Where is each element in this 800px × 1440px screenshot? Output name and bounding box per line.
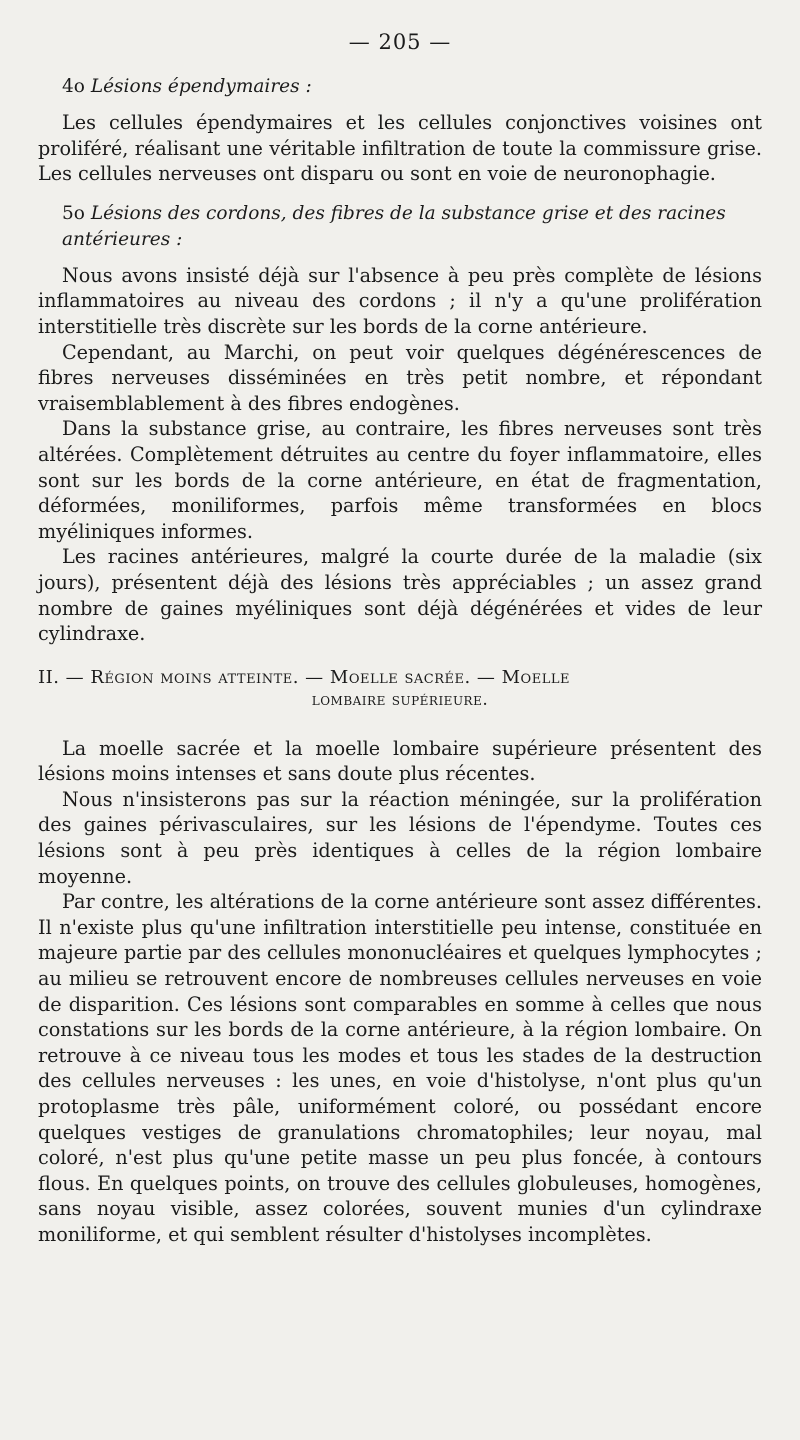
subsection-number: 4o bbox=[62, 76, 85, 97]
page-number: — 205 — bbox=[348, 30, 452, 54]
subsection-heading-5 bbox=[38, 201, 762, 253]
paragraph: Par contre, les altérations de la corne antérieure sont assez différentes. Il n'existe plus qu'une infiltration interstitielle peu intense, constituée en majeure partie par des cellules mononucléaires et quelques lymphocytes ; au milieu se retrouvent encore de nombreuses cellules nerveuses en voie de disparition. Ces lésions sont comparables en somme à celles que nous constations sur les bords de la corne antérieure, à la région lombaire. On retrouve à ce niveau tous les modes et tous les stades de la destruction des cellules nerveuses : les unes, en voie d'histolyse, n'ont plus qu'un protoplasme très pâle, uniformément coloré, ou possédant encore quelques vestiges de granulations chromatophiles; leur noyau, mal coloré, n'est plus qu'une petite masse un peu plus foncée, à contours flous. En quelques points, on trouve des cellules globuleuses, homogènes, sans noyau visible, assez colorées, souvent munies d'un cylindraxe moniliforme, et qui semblent résulter d'histolyses incomplètes. bbox=[38, 890, 762, 1246]
paragraph: La moelle sacrée et la moelle lombaire supérieure présentent des lésions moins intenses et sans doute plus récentes. bbox=[38, 736, 762, 786]
section-title-continued: lombaire supérieure. bbox=[311, 689, 489, 710]
paragraph: Dans la substance grise, au contraire, les fibres nerveuses sont très altérées. Complètement détruites au centre du foyer inflammatoire, elles sont sur les bords de la corne antérieure, en état de fragmentation, déformées, moniliformes, parfois même transformées en blocs myéliniques informes. bbox=[38, 417, 762, 543]
paragraph: Nous n'insisterons pas sur la réaction méningée, sur la prolifération des gaines périvasculaires, sur les lésions de l'épendyme. Toutes ces lésions sont à peu près identiques à celles de la région lombaire moyenne. bbox=[38, 787, 762, 888]
paragraph: Les racines antérieures, malgré la courte durée de la maladie (six jours), présentent déjà des lésions très appréciables ; un assez grand nombre de gaines myéliniques sont déjà dégénérées et vides de leur cylindraxe. bbox=[38, 545, 762, 646]
subsection-title: Lésions épendymaires : bbox=[90, 76, 312, 97]
section-title: II. — Région moins atteinte. — Moelle sacrée. — Moelle bbox=[38, 666, 570, 688]
subsection-heading-4 bbox=[38, 74, 762, 100]
subsection-number: 5o bbox=[62, 202, 85, 224]
paragraph: Cependant, au Marchi, on peut voir quelques dégénérescences de fibres nerveuses disséminées en très petit nombre, et répondant vraisemblablement à des fibres endogènes. bbox=[38, 340, 762, 415]
paragraph: Nous avons insisté déjà sur l'absence à peu près complète de lésions inflammatoires au niveau des cordons ; il n'y a qu'une prolifération interstitielle très discrète sur les bords de la corne antérieure. bbox=[38, 263, 762, 338]
subsection-title: Lésions des cordons, des fibres de la substance grise et des racines antérieures : bbox=[62, 202, 726, 250]
paragraph: Les cellules épendymaires et les cellules conjonctives voisines ont proliféré, réalisant une véritable infiltration de toute la commissure grise. Les cellules nerveuses ont disparu ou sont en voie de neuronophagie. bbox=[38, 111, 762, 186]
